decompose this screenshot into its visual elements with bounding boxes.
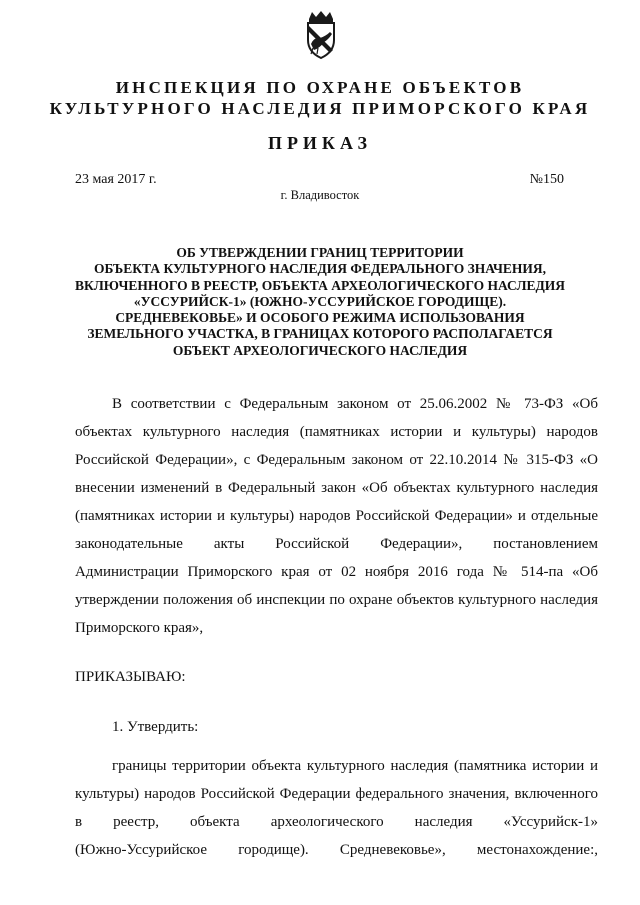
heading-line: ОБЪЕКТ АРХЕОЛОГИЧЕСКОГО НАСЛЕДИЯ <box>172 342 468 358</box>
item-1-line: границы территории объекта культурного наследия (памятника истории и <box>112 758 598 774</box>
preamble-line: (памятниках истории и культуры) народов Российской Федерации» и отдельные <box>75 508 598 524</box>
heading-line: ВКЛЮЧЕННОГО В РЕЕСТР, ОБЪЕКТА АРХЕОЛОГИЧЕСКОГО НАСЛЕДИЯ <box>74 277 566 293</box>
preamble-line: Приморского края», <box>75 620 204 636</box>
order-number: №150 <box>529 172 564 187</box>
order-city: г. Владивосток <box>280 188 360 202</box>
heading-line: ОБ УТВЕРЖДЕНИИ ГРАНИЦ ТЕРРИТОРИИ <box>176 245 464 260</box>
preamble-line: Российской Федерации», с Федеральным законом от 22.10.2014 № 315-ФЗ «О <box>75 452 598 468</box>
order-heading <box>60 245 580 359</box>
order-date: 23 мая 2017 г. <box>75 172 157 187</box>
preamble-line: В соответствии с Федеральным законом от 25.06.2002 № 73-ФЗ «Об <box>112 396 598 412</box>
preamble-line: утверждении положения об инспекции по охране объектов культурного наследия <box>75 592 598 608</box>
preamble-line: Администрации Приморского края от 02 ноября 2016 года № 514-па «Об <box>75 564 598 580</box>
organization-name-line-1: ИНСПЕКЦИЯ ПО ОХРАНЕ ОБЪЕКТОВ <box>115 78 525 97</box>
heading-line: ЗЕМЕЛЬНОГО УЧАСТКА, В ГРАНИЦАХ КОТОРОГО РАСПОЛАГАЕТСЯ <box>87 326 553 342</box>
item-1-line: (Южно-Уссурийское городище). Средневековье», местонахождение:, <box>75 842 598 858</box>
item-1-line: в реестр, объекта археологического наследия «Уссурийск-1» <box>75 814 598 830</box>
document-type-title: ПРИКАЗ <box>267 133 373 153</box>
item-1-title: 1. Утвердить: <box>112 719 199 735</box>
order-word: ПРИКАЗЫВАЮ: <box>75 669 186 685</box>
preamble-line: внесении изменений в Федеральный закон «Об объектах культурного наследия <box>75 480 598 496</box>
preamble-line: законодательные акты Российской Федерации», постановлением <box>75 536 598 552</box>
heading-line: ОБЪЕКТА КУЛЬТУРНОГО НАСЛЕДИЯ ФЕДЕРАЛЬНОГО ЗНАЧЕНИЯ, <box>94 261 546 277</box>
heading-line: СРЕДНЕВЕКОВЬЕ» И ОСОБОГО РЕЖИМА ИСПОЛЬЗОВАНИЯ <box>115 310 525 326</box>
coat-of-arms-icon <box>300 10 342 60</box>
organization-name-line-2: КУЛЬТУРНОГО НАСЛЕДИЯ ПРИМОРСКОГО КРАЯ <box>49 99 591 118</box>
item-1-line: культуры) народов Российской Федерации федерального значения, включенного <box>75 786 598 802</box>
heading-line: «УССУРИЙСК-1» (ЮЖНО-УССУРИЙСКОЕ ГОРОДИЩЕ). <box>133 293 507 309</box>
preamble-line: объектах культурного наследия (памятниках истории и культуры) народов <box>75 424 598 440</box>
